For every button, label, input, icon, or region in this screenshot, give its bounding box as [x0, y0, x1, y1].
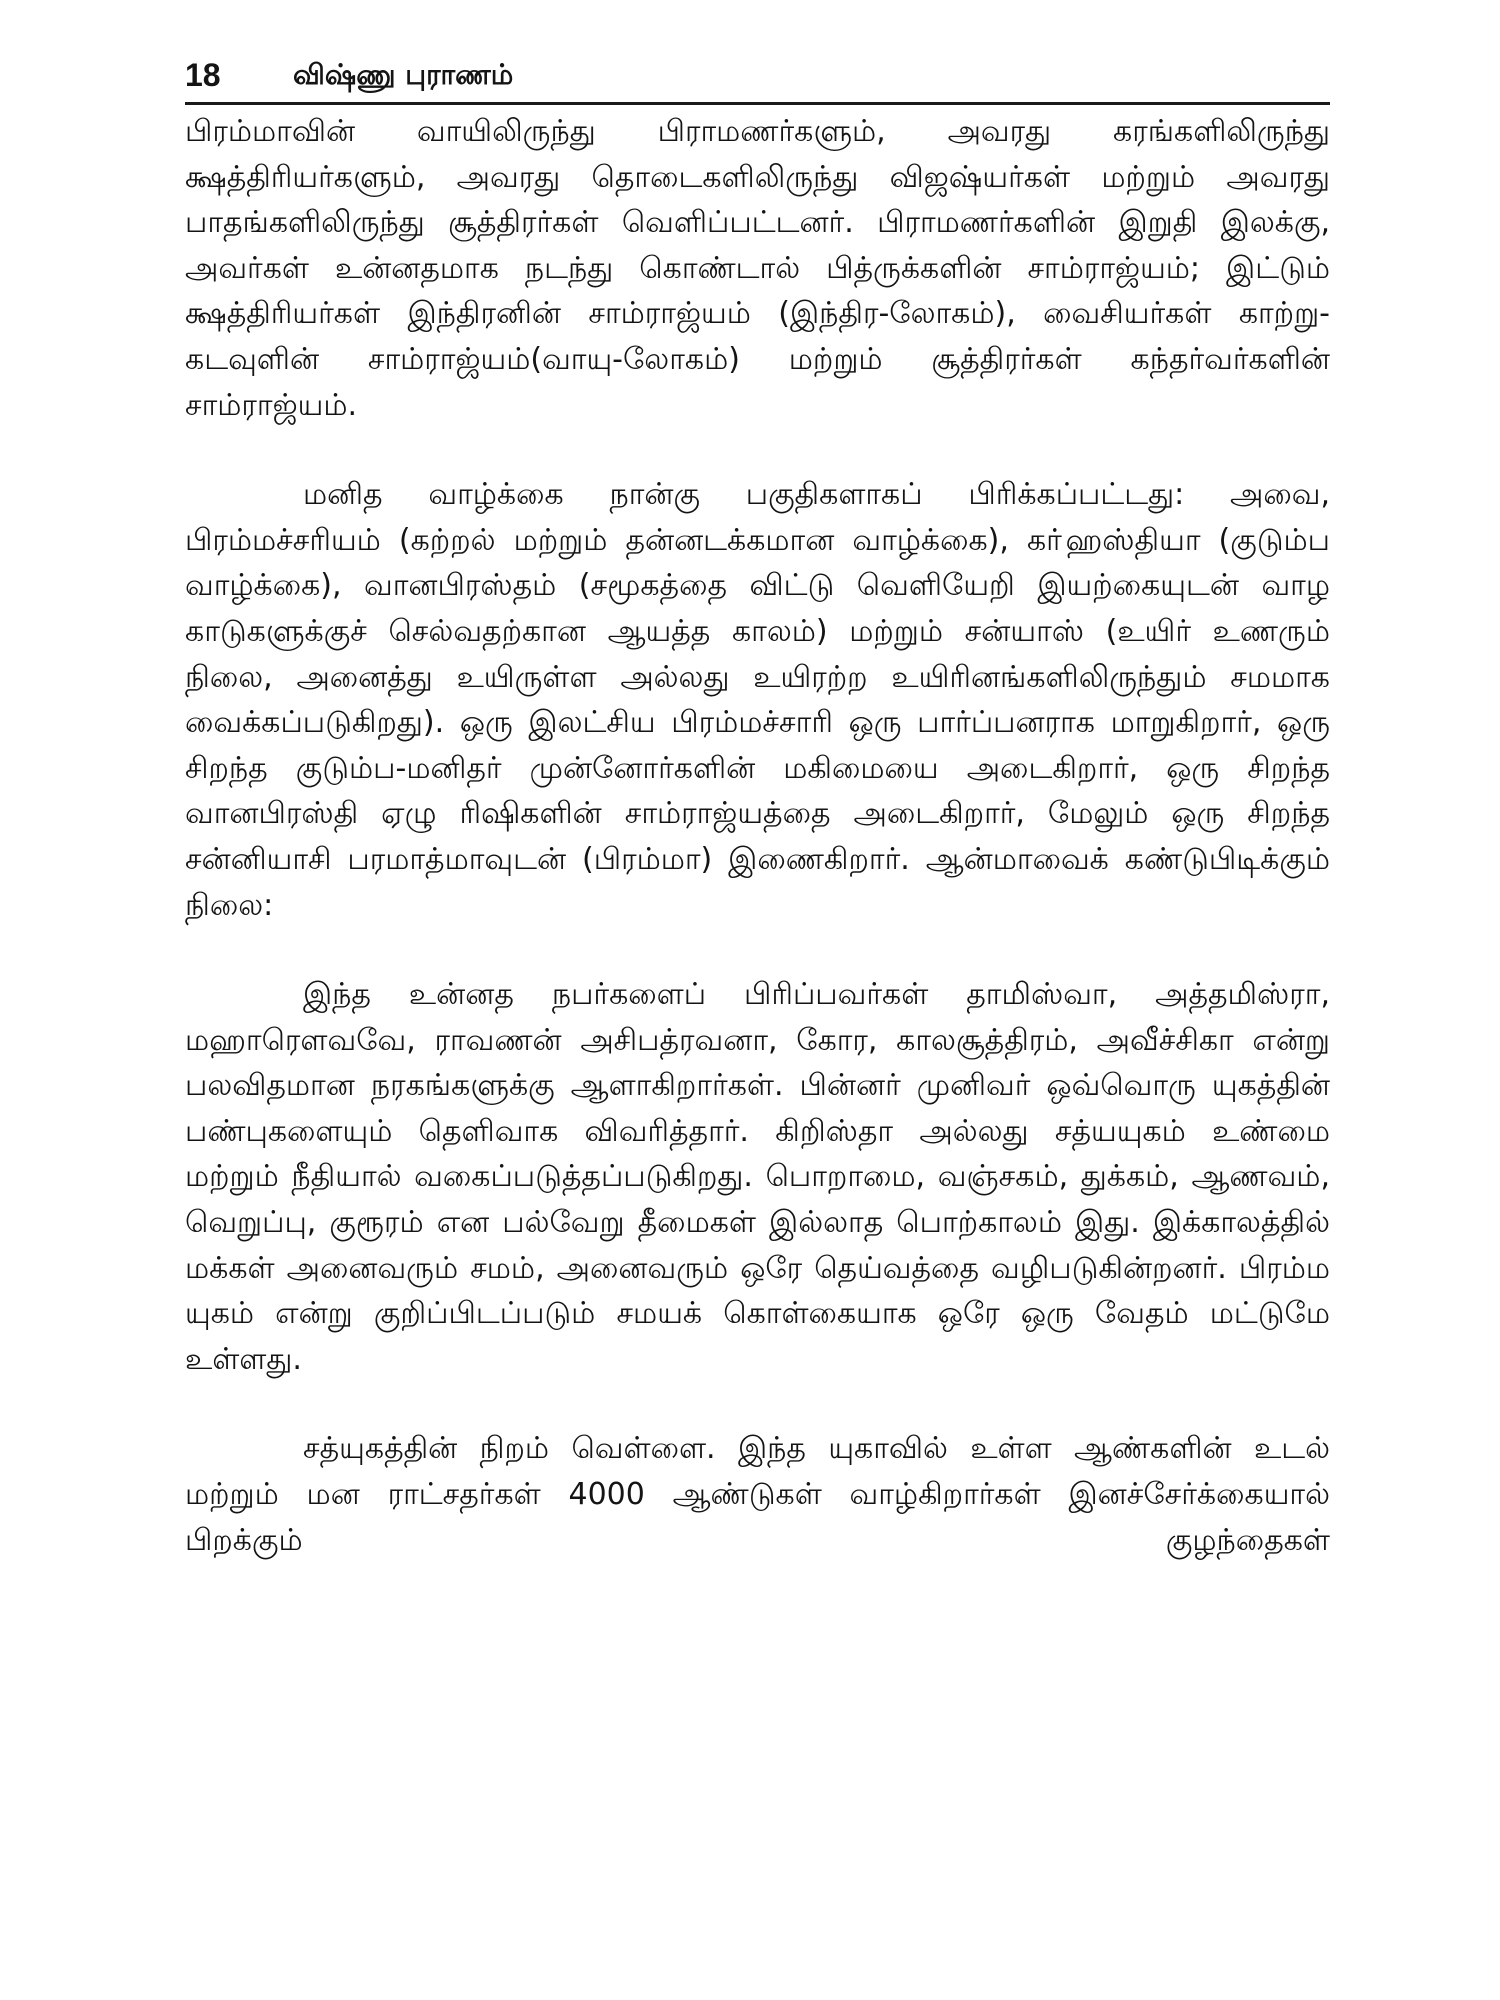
paragraph-satya-yuga: சத்யுகத்தின் நிறம் வெள்ளை. இந்த யுகாவில் உள்ள ஆண்களின் உடல் மற்றும் மன ராட்சதர்கள் 4000 ஆண்டுகள் வாழ்கிறார்கள் இனச்சேர்க்கையால் பிறக்கும் குழந்தைகள் [185, 1431, 1330, 1558]
body-text [185, 109, 1330, 1563]
paragraph-stages-of-life: மனித வாழ்க்கை நான்கு பகுதிகளாகப் பிரிக்கப்பட்டது: அவை, பிரம்மச்சரியம் (கற்றல் மற்றும் தன்னடக்கமான வாழ்க்கை), கா்ஹஸ்தியா (குடும்ப வாழ்க்கை), வானபிரஸ்தம் (சமூகத்தை விட்டு வெளியேறி இயற்கையுடன் வாழ காடுகளுக்குச் செல்வதற்கான ஆயத்த காலம்) மற்றும் சன்யாஸ் (உயிர் உணரும் நிலை, அனைத்து உயிருள்ள அல்லது உயிரற்ற உயிரினங்களிலிருந்தும் சமமாக வைக்கப்படுகிறது). ஒரு இலட்சிய பிரம்மச்சாரி ஒரு பார்ப்பனராக மாறுகிறார், ஒரு சிறந்த குடும்ப-மனிதர் முன்னோர்களின் மகிமையை அடைகிறார், ஒரு சிறந்த வானபிரஸ்தி ஏழு ரிஷிகளின் சாம்ராஜ்யத்தை அடைகிறார், மேலும் ஒரு சிறந்த சன்னியாசி பரமாத்மாவுடன் (பிரம்மா) இணைகிறார். ஆன்மாவைக் கண்டுபிடிக்கும் நிலை: [185, 477, 1330, 923]
book-page [185, 52, 1330, 1952]
paragraph-varna-origins: பிரம்மாவின் வாயிலிருந்து பிராமணர்களும், அவரது கரங்களிலிருந்து க்ஷத்திரியர்களும், அவரது தொடைகளிலிருந்து விஜஷ்யர்கள் மற்றும் அவரது பாதங்களிலிருந்து சூத்திரர்கள் வெளிப்பட்டனர். பிராமணர்களின் இறுதி இலக்கு, அவர்கள் உன்னதமாக நடந்து கொண்டால் பித்ருக்களின் சாம்ராஜ்யம்; இட்டும் க்ஷத்திரியர்கள் இந்திரனின் சாம்ராஜ்யம் (இந்திர-லோகம்), வைசியர்கள் காற்று-கடவுளின் சாம்ராஜ்யம்(வாயு-லோகம்) மற்றும் சூத்திரர்கள் கந்தர்வர்களின் சாம்ராஜ்யம். [185, 114, 1330, 423]
paragraph-hells-and-yugas: இந்த உன்னத நபர்களைப் பிரிப்பவர்கள் தாமிஸ்வா, அத்தமிஸ்ரா, மஹாரௌவவே, ராவணன் அசிபத்ரவனா, கோர, காலசூத்திரம், அவீச்சிகா என்று பலவிதமான நரகங்களுக்கு ஆளாகிறார்கள். பின்னர் முனிவர் ஒவ்வொரு யுகத்தின் பண்புகளையும் தெளிவாக விவரித்தார். கிறிஸ்தா அல்லது சத்யயுகம் உண்மை மற்றும் நீதியால் வகைப்படுத்தப்படுகிறது. பொறாமை, வஞ்சகம், துக்கம், ஆணவம், வெறுப்பு, குரூரம் என பல்வேறு தீமைகள் இல்லாத பொற்காலம் இது. இக்காலத்தில் மக்கள் அனைவரும் சமம், அனைவரும் ஒரே தெய்வத்தை வழிபடுகின்றனர். பிரம்ம யுகம் என்று குறிப்பிடப்படும் சமயக் கொள்கையாக ஒரே ஒரு வேதம் மட்டுமே உள்ளது. [185, 977, 1330, 1377]
page-number: 18 [185, 57, 221, 93]
book-title: விஷ்ணு புராணம் [293, 58, 514, 91]
running-header [185, 52, 1330, 105]
